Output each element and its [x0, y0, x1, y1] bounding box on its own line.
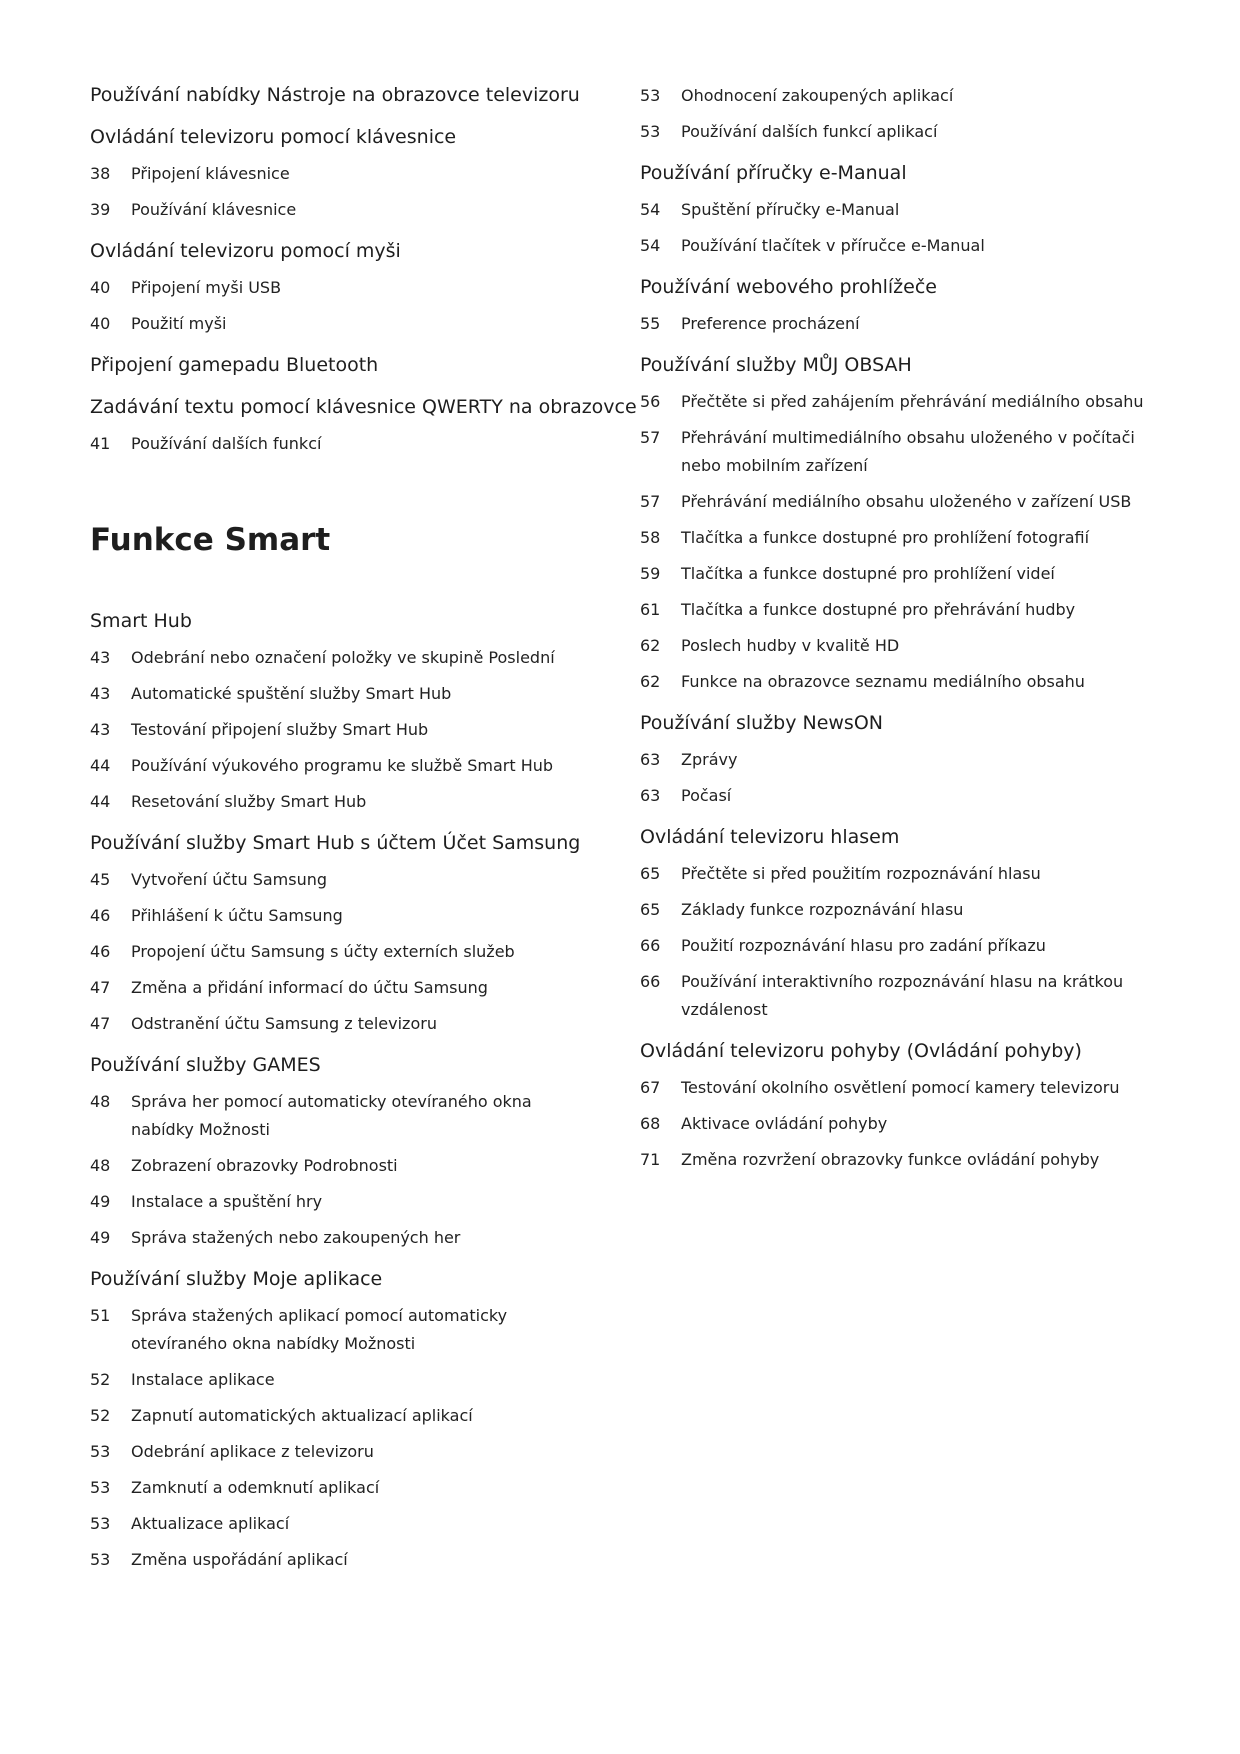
- entry-title: Odebrání nebo označení položky ve skupině Poslední: [131, 648, 555, 667]
- page-number: 63: [640, 786, 661, 805]
- page-number: 57: [640, 428, 661, 447]
- section-title[interactable]: Ovládání televizoru pomocí myši: [90, 240, 401, 262]
- section-title[interactable]: Ovládání televizoru pohyby (Ovládání pohyby): [640, 1040, 1082, 1062]
- toc-entry[interactable]: [90, 1148, 590, 1184]
- toc-entry[interactable]: [90, 934, 590, 970]
- page-number: 58: [640, 528, 661, 547]
- entry-title: Tlačítka a funkce dostupné pro přehrávání hudby: [681, 600, 1076, 619]
- entry-title: Zprávy: [681, 750, 738, 769]
- page-number: 38: [90, 164, 111, 183]
- toc-sections-after-chapter: [90, 598, 590, 1578]
- toc-entry[interactable]: [640, 484, 1160, 520]
- toc-entry[interactable]: [640, 856, 1160, 892]
- page-number: 54: [640, 200, 661, 219]
- section-title[interactable]: Připojení gamepadu Bluetooth: [90, 354, 379, 376]
- toc-entry[interactable]: [640, 1070, 1160, 1106]
- toc-entry[interactable]: [640, 114, 1160, 150]
- section-title[interactable]: Používání služby NewsON: [640, 712, 883, 734]
- entry-title: Změna a přidání informací do účtu Samsung: [131, 978, 488, 997]
- toc-entry[interactable]: [640, 628, 1160, 664]
- toc-entry[interactable]: [640, 742, 1160, 778]
- page-number: 66: [640, 972, 661, 991]
- page-number: 63: [640, 750, 661, 769]
- toc-right-column: [640, 78, 1160, 1178]
- entry-title: Použití myši: [131, 314, 227, 333]
- toc-entry[interactable]: [640, 78, 1160, 114]
- toc-entry[interactable]: [640, 892, 1160, 928]
- toc-entry[interactable]: [90, 1006, 590, 1042]
- section-title[interactable]: Zadávání textu pomocí klávesnice QWERTY na obrazovce: [90, 396, 637, 418]
- page-number: 53: [640, 122, 661, 141]
- toc-sections-before-chapter: [90, 78, 637, 462]
- toc-entry[interactable]: [90, 1362, 590, 1398]
- toc-entry[interactable]: [90, 640, 590, 676]
- page-number: 57: [640, 492, 661, 511]
- entry-title: Zapnutí automatických aktualizací aplikací: [131, 1406, 473, 1425]
- toc-entry[interactable]: [640, 228, 1160, 264]
- page-number: 62: [640, 672, 661, 691]
- page-number: 43: [90, 720, 111, 739]
- toc-entry[interactable]: [90, 1184, 590, 1220]
- page-number: 52: [90, 1406, 111, 1425]
- entry-title: Vytvoření účtu Samsung: [131, 870, 328, 889]
- entry-title: Přehrávání mediálního obsahu uloženého v zařízení USB: [681, 492, 1132, 511]
- entry-title: Správa her pomocí automaticky otevíraného okna nabídky Možnosti: [131, 1092, 532, 1139]
- entry-title: Připojení myši USB: [131, 278, 282, 297]
- entry-title: Tlačítka a funkce dostupné pro prohlížení fotografií: [681, 528, 1090, 547]
- page-number: 65: [640, 864, 661, 883]
- toc-entry[interactable]: [90, 1434, 590, 1470]
- toc-entry[interactable]: [640, 384, 1160, 420]
- page-number: 46: [90, 906, 111, 925]
- toc-entry[interactable]: [90, 1220, 590, 1256]
- page-number: 48: [90, 1092, 111, 1111]
- entry-title: Preference procházení: [681, 314, 860, 333]
- entry-title: Přečtěte si před použitím rozpoznávání hlasu: [681, 864, 1041, 883]
- entry-title: Aktualizace aplikací: [131, 1514, 290, 1533]
- entry-title: Používání dalších funkcí aplikací: [681, 122, 938, 141]
- entry-title: Tlačítka a funkce dostupné pro prohlížení videí: [681, 564, 1055, 583]
- section-title[interactable]: Používání webového prohlížeče: [640, 276, 937, 298]
- page-number: 68: [640, 1114, 661, 1133]
- entry-title: Ohodnocení zakoupených aplikací: [681, 86, 954, 105]
- toc-entry[interactable]: [90, 156, 590, 192]
- entry-title: Připojení klávesnice: [131, 164, 290, 183]
- toc-entry[interactable]: [90, 676, 590, 712]
- entry-title: Změna uspořádání aplikací: [131, 1550, 348, 1569]
- entry-title: Používání výukového programu ke službě Smart Hub: [131, 756, 554, 775]
- toc-entry[interactable]: [90, 784, 590, 820]
- page-number: 43: [90, 684, 111, 703]
- toc-entry[interactable]: [640, 778, 1160, 814]
- toc-entry[interactable]: [90, 748, 590, 784]
- page-number: 43: [90, 648, 111, 667]
- toc-entry[interactable]: [640, 520, 1160, 556]
- entry-title: Spuštění příručky e-Manual: [681, 200, 900, 219]
- entry-title: Testování okolního osvětlení pomocí kamery televizoru: [681, 1078, 1120, 1097]
- page-number: 67: [640, 1078, 661, 1097]
- entry-title: Odebrání aplikace z televizoru: [131, 1442, 374, 1461]
- page-number: 71: [640, 1150, 661, 1169]
- page-number: 62: [640, 636, 661, 655]
- entry-title: Automatické spuštění služby Smart Hub: [131, 684, 452, 703]
- page-number: 54: [640, 236, 661, 255]
- entry-title: Resetování služby Smart Hub: [131, 792, 367, 811]
- section-title[interactable]: Používání služby Moje aplikace: [90, 1268, 383, 1290]
- page-number: 53: [640, 86, 661, 105]
- entry-title: Propojení účtu Samsung s účty externích služeb: [131, 942, 515, 961]
- section-title[interactable]: Používání služby MŮJ OBSAH: [640, 354, 912, 376]
- section-title[interactable]: Používání služby GAMES: [90, 1054, 321, 1076]
- page-number: 40: [90, 278, 111, 297]
- page-number: 53: [90, 1550, 111, 1569]
- toc-entry[interactable]: [90, 1506, 590, 1542]
- toc-entry[interactable]: [90, 712, 590, 748]
- toc-entry[interactable]: [640, 592, 1160, 628]
- page-number: 41: [90, 434, 111, 453]
- toc-entry[interactable]: [90, 192, 590, 228]
- entry-title: Funkce na obrazovce seznamu mediálního obsahu: [681, 672, 1085, 691]
- entry-title: Používání tlačítek v příručce e-Manual: [681, 236, 985, 255]
- entry-title: Zobrazení obrazovky Podrobnosti: [131, 1156, 398, 1175]
- page-number: 47: [90, 1014, 111, 1033]
- toc-entry[interactable]: [640, 1142, 1160, 1178]
- section-title[interactable]: Ovládání televizoru hlasem: [640, 826, 900, 848]
- toc-entry[interactable]: [640, 664, 1160, 700]
- toc-entry[interactable]: [90, 1084, 590, 1148]
- entry-title: Používání klávesnice: [131, 200, 297, 219]
- page-number: 61: [640, 600, 661, 619]
- page-number: 45: [90, 870, 111, 889]
- section-title[interactable]: Používání služby Smart Hub s účtem Účet Samsung: [90, 832, 581, 854]
- toc-entry[interactable]: [640, 928, 1160, 964]
- page-number: 44: [90, 756, 111, 775]
- page-number: 51: [90, 1306, 111, 1325]
- page-number: 49: [90, 1228, 111, 1247]
- page-number: 52: [90, 1370, 111, 1389]
- page-number: 47: [90, 978, 111, 997]
- page-number: 53: [90, 1478, 111, 1497]
- toc-entry[interactable]: [90, 898, 590, 934]
- chapter-title: Funkce Smart: [90, 522, 331, 558]
- entry-title: Používání dalších funkcí: [131, 434, 322, 453]
- page-number: 56: [640, 392, 661, 411]
- page-number: 49: [90, 1192, 111, 1211]
- toc-entry[interactable]: [90, 1298, 590, 1362]
- entry-title: Přehrávání multimediálního obsahu uloženého v počítači nebo mobilním zařízení: [681, 428, 1135, 475]
- toc-left-column: [90, 78, 637, 1578]
- toc-entry[interactable]: [640, 306, 1160, 342]
- entry-title: Přečtěte si před zahájením přehrávání mediálního obsahu: [681, 392, 1144, 411]
- toc-entry[interactable]: [90, 862, 590, 898]
- toc-entry[interactable]: [640, 556, 1160, 592]
- entry-title: Přihlášení k účtu Samsung: [131, 906, 343, 925]
- entry-title: Aktivace ovládání pohyby: [681, 1114, 888, 1133]
- section-title[interactable]: Používání příručky e-Manual: [640, 162, 907, 184]
- toc-entry[interactable]: [640, 192, 1160, 228]
- toc-entry[interactable]: [90, 1542, 590, 1578]
- page-number: 65: [640, 900, 661, 919]
- entry-title: Použití rozpoznávání hlasu pro zadání příkazu: [681, 936, 1046, 955]
- page-number: 53: [90, 1514, 111, 1533]
- section-title[interactable]: Ovládání televizoru pomocí klávesnice: [90, 126, 457, 148]
- entry-title: Odstranění účtu Samsung z televizoru: [131, 1014, 437, 1033]
- toc-entry[interactable]: [90, 426, 590, 462]
- page-number: 46: [90, 942, 111, 961]
- entry-title: Zamknutí a odemknutí aplikací: [131, 1478, 380, 1497]
- page-number: 53: [90, 1442, 111, 1461]
- entry-title: Počasí: [681, 786, 732, 805]
- entry-title: Změna rozvržení obrazovky funkce ovládání pohyby: [681, 1150, 1100, 1169]
- entry-title: Testování připojení služby Smart Hub: [131, 720, 429, 739]
- toc-entry[interactable]: [640, 420, 1160, 484]
- entry-title: Používání interaktivního rozpoznávání hlasu na krátkou vzdálenost: [681, 972, 1124, 1019]
- entry-title: Správa stažených aplikací pomocí automaticky otevíraného okna nabídky Možnosti: [131, 1306, 508, 1353]
- toc-entry[interactable]: [90, 306, 590, 342]
- toc-entry[interactable]: [640, 964, 1160, 1028]
- toc-entry[interactable]: [90, 270, 590, 306]
- toc-entry[interactable]: [90, 1470, 590, 1506]
- entry-title: Instalace a spuštění hry: [131, 1192, 323, 1211]
- entry-title: Základy funkce rozpoznávání hlasu: [681, 900, 964, 919]
- page-number: 39: [90, 200, 111, 219]
- page-number: 44: [90, 792, 111, 811]
- section-title[interactable]: Používání nabídky Nástroje na obrazovce televizoru: [90, 84, 580, 106]
- entry-title: Správa stažených nebo zakoupených her: [131, 1228, 461, 1247]
- page-number: 55: [640, 314, 661, 333]
- page-number: 59: [640, 564, 661, 583]
- page-number: 48: [90, 1156, 111, 1175]
- page-number: 66: [640, 936, 661, 955]
- entry-title: Instalace aplikace: [131, 1370, 275, 1389]
- toc-entry[interactable]: [640, 1106, 1160, 1142]
- toc-entry[interactable]: [90, 1398, 590, 1434]
- entry-title: Poslech hudby v kvalitě HD: [681, 636, 900, 655]
- toc-entry[interactable]: [90, 970, 590, 1006]
- page-number: 40: [90, 314, 111, 333]
- section-title[interactable]: Smart Hub: [90, 610, 192, 632]
